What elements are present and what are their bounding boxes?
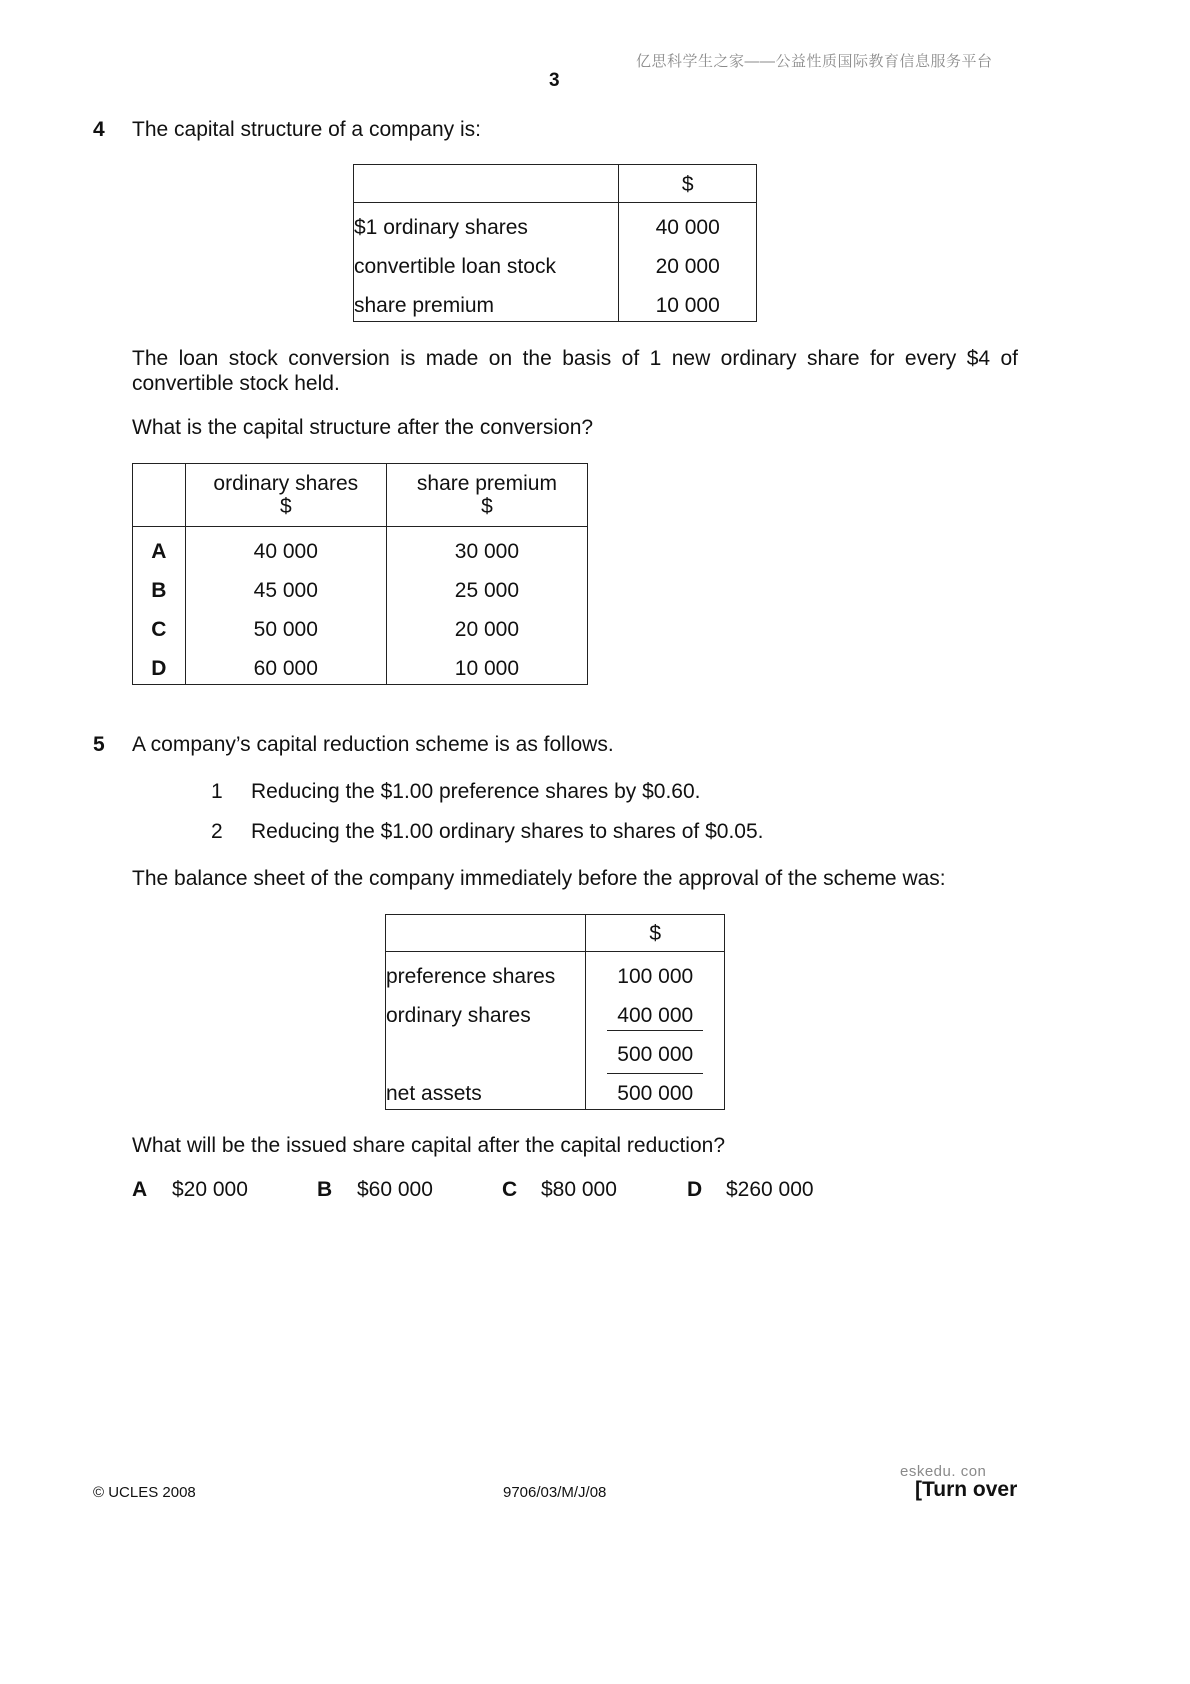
question-4-prompt: What is the capital structure after the conversion? <box>132 416 594 439</box>
question-4-number: 4 <box>93 118 105 141</box>
option-ordinary: 40 000 <box>185 527 386 572</box>
step-number: 2 <box>211 820 223 843</box>
table-row <box>354 248 757 287</box>
header-watermark: 亿思科学生之家——公益性质国际教育信息服务平台 <box>636 53 993 70</box>
footer-copyright: © UCLES 2008 <box>93 1484 196 1501</box>
row-value: 400 000 <box>607 1004 703 1031</box>
row-label: $1 ordinary shares <box>354 203 619 248</box>
conversion-options-table <box>132 463 588 685</box>
row-value: 40 000 <box>619 203 757 248</box>
turn-over-label: [Turn over <box>915 1478 1018 1501</box>
step-text: Reducing the $1.00 preference shares by $0.60. <box>251 780 701 803</box>
capital-structure-table <box>353 164 757 322</box>
row-label: convertible loan stock <box>354 248 619 287</box>
answer-value-b: $60 000 <box>357 1178 433 1201</box>
option-letter: A <box>133 527 186 572</box>
balance-sheet-table <box>385 914 725 1110</box>
step-text: Reducing the $1.00 ordinary shares to shares of $0.05. <box>251 820 764 843</box>
page-number: 3 <box>549 70 560 91</box>
answer-letter-c: C <box>502 1178 518 1201</box>
balance-currency-header: $ <box>586 915 725 952</box>
row-value: 500 000 <box>586 1078 725 1110</box>
row-value: 20 000 <box>619 248 757 287</box>
option-letter: C <box>133 611 186 650</box>
answer-letter-b: B <box>317 1178 333 1201</box>
option-premium: 10 000 <box>386 650 587 685</box>
row-label: share premium <box>354 287 619 322</box>
question-4-stem: The capital structure of a company is: <box>132 118 481 141</box>
row-value: 10 000 <box>619 287 757 322</box>
table-row <box>386 1078 725 1110</box>
option-row-c <box>133 611 588 650</box>
table-row <box>386 1036 725 1078</box>
option-ordinary: 45 000 <box>185 572 386 611</box>
option-premium: 20 000 <box>386 611 587 650</box>
question-5-prompt: What will be the issued share capital after the capital reduction? <box>132 1134 725 1157</box>
table-row <box>386 952 725 997</box>
answer-letter-a: A <box>132 1178 148 1201</box>
table-row <box>386 997 725 1036</box>
option-row-b <box>133 572 588 611</box>
share-premium-header <box>386 464 587 527</box>
row-label: ordinary shares <box>386 997 586 1036</box>
ordinary-shares-header-label: ordinary shares <box>213 472 359 495</box>
share-premium-header-unit: $ <box>481 495 493 518</box>
step-number: 1 <box>211 780 223 803</box>
ordinary-shares-header-unit: $ <box>279 495 292 518</box>
option-premium: 30 000 <box>386 527 587 572</box>
option-ordinary: 50 000 <box>185 611 386 650</box>
option-letter: B <box>133 572 186 611</box>
option-ordinary: 60 000 <box>185 650 386 685</box>
row-value: 100 000 <box>586 952 725 997</box>
answer-value-d: $260 000 <box>726 1178 814 1201</box>
answer-value-a: $20 000 <box>172 1178 248 1201</box>
capital-structure-currency-header: $ <box>619 165 757 203</box>
option-row-a <box>133 527 588 572</box>
footer-watermark: eskedu. con <box>900 1463 987 1480</box>
row-label: net assets <box>386 1078 586 1110</box>
table-row <box>354 287 757 322</box>
option-premium: 25 000 <box>386 572 587 611</box>
row-label <box>386 1036 586 1078</box>
answer-value-c: $80 000 <box>541 1178 617 1201</box>
table-row <box>354 203 757 248</box>
balance-sheet-intro: The balance sheet of the company immediately before the approval of the scheme was: <box>132 867 946 890</box>
row-value: 500 000 <box>607 1043 703 1074</box>
question-5-stem: A company’s capital reduction scheme is as follows. <box>132 733 614 756</box>
option-row-d <box>133 650 588 685</box>
option-letter: D <box>133 650 186 685</box>
ordinary-shares-header <box>185 464 386 527</box>
conversion-text: The loan stock conversion is made on the basis of 1 new ordinary share for every $4 of convertible stock held. <box>132 347 1018 395</box>
share-premium-header-label: share premium <box>416 472 557 495</box>
answer-letter-d: D <box>687 1178 703 1201</box>
footer-paper-code: 9706/03/M/J/08 <box>503 1484 607 1501</box>
row-label: preference shares <box>386 952 586 997</box>
question-5-number: 5 <box>93 733 105 756</box>
